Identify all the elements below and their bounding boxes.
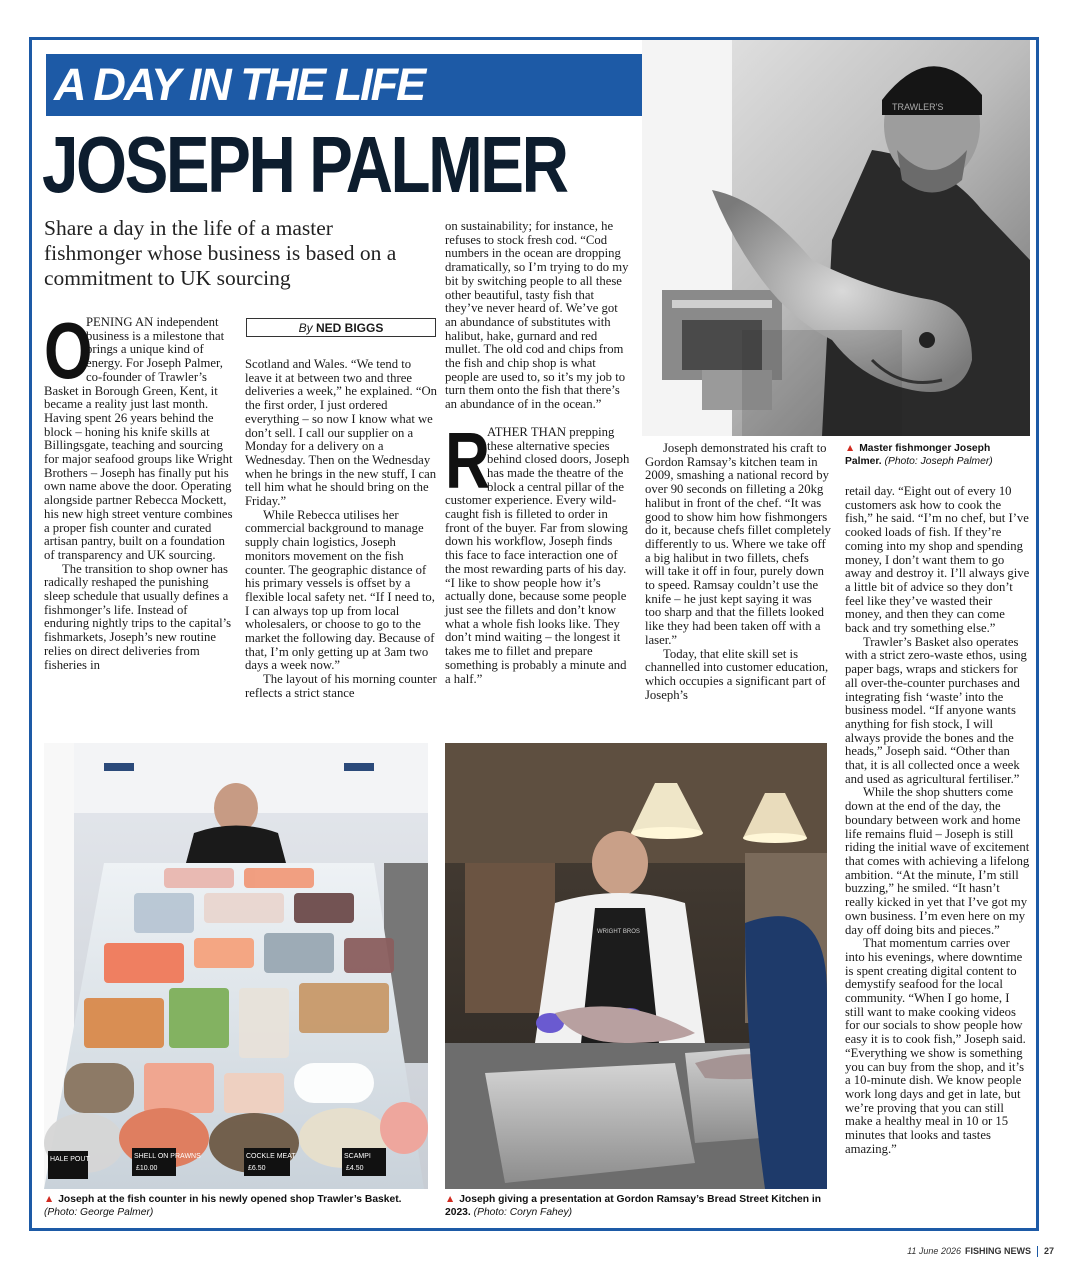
caption-triangle-icon: ▲: [445, 1194, 456, 1205]
body-column-5: [845, 485, 1030, 1156]
col1-paragraph-1: PENING AN independent business is a milestone that brings a unique kind of energy. For Joseph Palmer, co-founder of Trawler’s Basket in Borough Green, Kent, it became a reality just last month. Having spent 26 years behind the block – honing his knife skills at Billingsgate, teaching and sourcing for major seafood groups like Wright Brothers – Joseph has finally put his own name above the door. Operating alongside partner Rebecca Mockett, his new high street venture combines a proper fish counter and curated artisan pantry, built on a foundation of transparency and UK sourcing.: [44, 315, 233, 562]
col2-paragraph-1: Scotland and Wales. “We tend to leave it at between two and three deliveries a week,” he explained. “On the first order, I just ordered everything – so now I know what we don’t sell. I call our supplier on a Monday for a delivery on a Wednesday. Then on the Wednesday when he brings in the new stuff, I can tell him what he should bring on the Friday.”: [245, 357, 437, 509]
page-footer: [907, 1246, 1054, 1257]
section-kicker: A DAY IN THE LIFE: [46, 54, 646, 116]
col3-paragraph-2: ATHER THAN prepping these alternative species behind closed doors, Joseph has made the theatre of the block a central pillar of the customer experience. Every wild-caught fish is filleted to order in front of the buyer. Far from slowing down his workflow, Joseph finds this face to face interaction one of the most rewarding parts of his day. “I like to show people how it’s actually done, because some people just see the fillets and don’t know what a whole fish looks like. They don’t mind waiting – the longest it takes me to fillet and prepare something is probably a minute and a half.”: [445, 424, 630, 686]
counter-price-3: £4.50: [346, 1165, 364, 1172]
col2-paragraph-3: The layout of his morning counter reflects a strict stance: [245, 672, 437, 700]
counter-label-2: SHELL ON PRAWNS: [134, 1153, 201, 1160]
issue-date: 11 June 2026: [907, 1246, 961, 1256]
col5-paragraph-4: That momentum carries over into his evenings, where downtime is spent creating digital content to demystify seafood for the local community. “When I go home, I still want to make cooking videos for our socials to show people how easy it is to cook fish,” Joseph said. “Everything we show is something you can buy from the shop, and it’s a 10-minute dish. We know people work long days and get in late, but we’re proving that you can still make a healthy meal in 10 or 15 minutes that looks and tastes amazing.”: [845, 936, 1026, 1156]
col3-paragraph-1: on sustainability; for instance, he refuses to stock fresh cod. “Cod numbers in the ocean are dropping dramatically, so I’m trying to do my bit by switching people to all these other beautiful, tasty fish that they’ve never heard of. We’ve got an abundance of substitutes with halibut, hake, gurnard and red mullet. The old cod and chips from the fish and chip shop is what people are used to, so it’s my job to turn them onto the fish that there’s an abundance of in the ocean.”: [445, 219, 629, 412]
body-column-2: [245, 358, 437, 701]
standfirst: Share a day in the life of a master fishmonger whose business is based on a commitment to UK sourcing: [44, 216, 397, 290]
presentation-caption: ▲ Joseph giving a presentation at Gordon Ramsay’s Bread Street Kitchen in 2023. (Photo: Coryn Fahey): [445, 1194, 822, 1218]
caption-triangle-icon: ▲: [845, 443, 856, 454]
col1-paragraph-2: The transition to shop owner has radically reshaped the punishing sleep schedule that usually defines a fishmonger’s life. Instead of enduring nightly trips to the capital’s fishmarkets, Joseph’s new routine relies on direct deliveries from fisheries in: [44, 561, 232, 672]
caption-triangle-icon: ▲: [44, 1194, 55, 1205]
dropcap-o: O: [44, 306, 93, 395]
col4-paragraph-2: Today, that elite skill set is channelled into customer education, which occupies a significant part of Joseph’s: [645, 646, 829, 702]
counter-label-4: SCAMPI: [344, 1153, 371, 1160]
col5-paragraph-2: Trawler’s Basket also operates with a strict zero-waste ethos, using paper bags, wraps and stickers for all over-the-counter purchases and integrating fish ‘waste’ into the business model. “If anyone wants anything for fish stock, I will always provide the bones and the heads,” Joseph said. “Other than that, it is all collected once a week and used as agricultural fertiliser.”: [845, 634, 1027, 786]
counter-label-1: HALE POUT: [50, 1156, 90, 1163]
portrait-caption: ▲ Master fishmonger Joseph Palmer. (Photo: Joseph Palmer): [845, 443, 993, 467]
dropcap-r: R: [445, 415, 491, 505]
page-number: 27: [1043, 1246, 1054, 1256]
portrait-photo: [642, 40, 1030, 436]
col5-paragraph-1: retail day. “Eight out of every 10 customers ask how to cook the fish,” he said. “I’m no chef, but I’ve cooked loads of fish. If they’re coming into my shop and spending money, I don’t want them to go away and destroy it. I’ll always give a little bit of advice so they don’t feel like they’ve wasted their money, and then they can come back and try something else.”: [845, 484, 1030, 636]
col2-paragraph-2: While Rebecca utilises her commercial background to manage supply chain logistics, Joseph monitors movement on the fish counter. The geographic distance of his primary vessels is offset by a flexible local safety net. “If I need to, I can always top up from local wholesalers, or choose to go to the market the following day. Because of that, I’m only getting up at 3am two days a week now.”: [245, 507, 435, 673]
fish-counter-caption: ▲ Joseph at the fish counter in his newly opened shop Trawler’s Basket. (Photo: George Palmer): [44, 1194, 402, 1218]
counter-price-2: £6.50: [248, 1165, 266, 1172]
portrait-photo-image: [642, 40, 1030, 436]
apron-logo-text: WRIGHT BROS: [597, 929, 640, 935]
col5-paragraph-3: While the shop shutters come down at the end of the day, the boundary between work and home life remains fluid – Joseph is still riding the initial wave of excitement that comes with achieving a lifelong ambition. “At the minute, I’m still buzzing,” he smiled. “It hasn’t really kicked in yet that I’ve got my own business. I’m even here on my day off doing bits and pieces.”: [845, 785, 1030, 937]
counter-label-3: COCKLE MEAT: [246, 1153, 296, 1160]
presentation-photo: [445, 743, 827, 1189]
col4-paragraph-1: Joseph demonstrated his craft to Gordon Ramsay’s kitchen team in 2009, smashing a national record by over 90 seconds on filleting a 20kg halibut in front of the chef. “It was good to show him how fishmongers do it, because chefs fillet completely differently to us. Where we take off a big halibut in two fillets, chefs will take it off in four, purely down to speed. Ramsay couldn’t use the knife – he just kept saying it was too sharp and that the fillets looked like they had been taken off with a laser.”: [645, 441, 832, 647]
presentation-photo-image: [445, 743, 827, 1189]
fish-counter-photo: [44, 743, 428, 1189]
footer-divider: [1037, 1246, 1038, 1257]
byline: By NED BIGGS: [246, 318, 436, 337]
beanie-logo-text: TRAWLER'S: [892, 102, 944, 112]
headline: JOSEPH PALMER: [42, 120, 567, 209]
body-column-3: [445, 220, 630, 686]
body-column-4: [645, 442, 831, 702]
counter-price-1: £10.00: [136, 1165, 158, 1172]
publication-name: FISHING NEWS: [964, 1246, 1031, 1256]
fish-counter-photo-image: [44, 743, 428, 1189]
body-column-1: [44, 306, 234, 672]
